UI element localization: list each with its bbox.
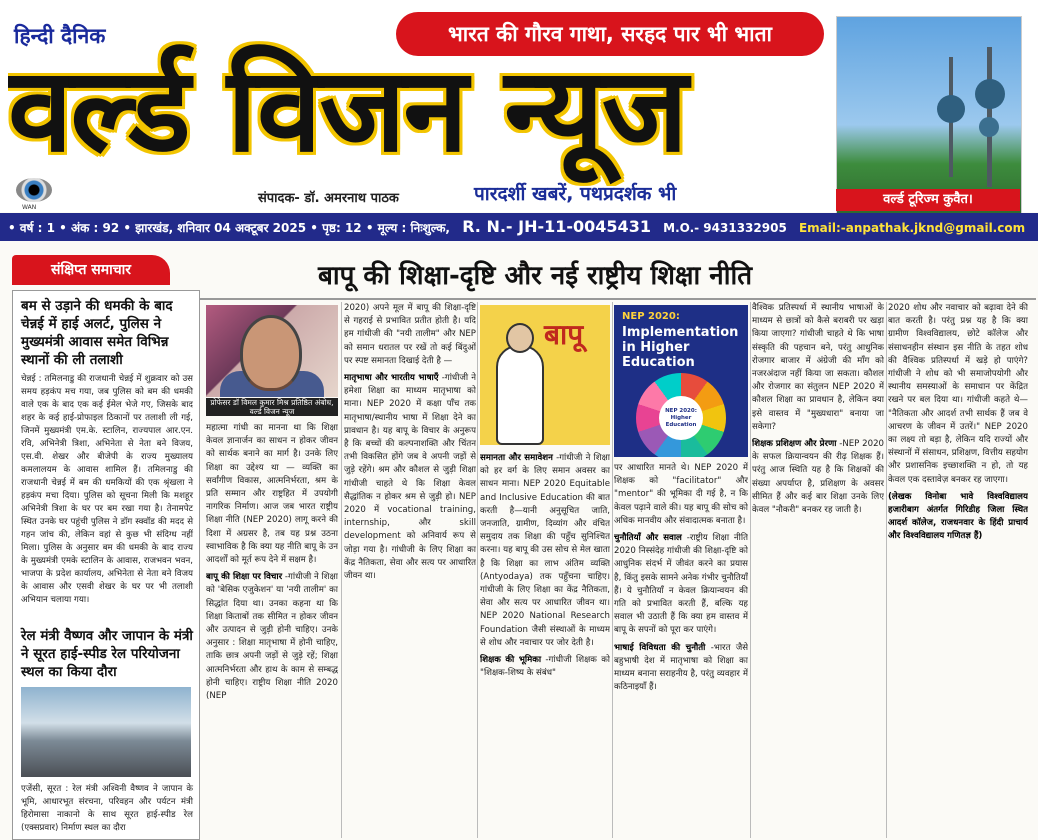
bapu-illustration: [480, 305, 610, 445]
eye-logo-icon: [16, 178, 52, 202]
subheading: शिक्षक की भूमिका: [480, 655, 542, 666]
column-divider: [886, 302, 887, 838]
paragraph: 2020 शोध और नवाचार को बढ़ावा देने की बात करती है। परंतु प्रश्न यह है कि क्या ग्रामीण विश्वविद्यालय, छोटे कॉलेज और संसाधनहीन संस्थान इस नीति के तहत शोध की वैश्विक प्रतिस्पर्धा में खड़े हो पाएंगे? गांधीजी ने शोध को भी समाजोपयोगी और स्थानीय समस्याओं के समाधान पर केंद्रित रखने पर बल दिया था। गांधीजी कहते थे— "नैतिकता और आदर्श तभी सार्थक हैं जब वे आचरण के जीवन में उतरें।" NEP 2020 का लक्ष्य तो बड़ा है, लेकिन यदि राज्यों और संस्थानों में संसाधन, प्रशिक्षण, वित्तीय सहयोग और प्रशासनिक इच्छाशक्ति न हो, तो यह केवल एक दस्तावेज़ बनकर रह जाएगा।: [888, 303, 1028, 485]
subheading: समानता और समावेशन: [480, 453, 553, 463]
author-signature: (लेखक विनोबा भावे विश्वविद्यालय हजारीबाग अंतर्गत गिरिडीह जिला स्थित आदर्श कॉलेज, राजधनवार के हिंदी प्राचार्य और विश्वविद्यालय गणितज्ञ हैं): [888, 491, 1028, 542]
mobile-number: M.O.- 9431332905: [663, 221, 787, 235]
issue-info-bar: [0, 213, 1038, 241]
kuwait-towers-photo: [836, 16, 1022, 214]
gandhi-figure: [496, 345, 544, 445]
photo-caption: वर्ल्ड टूरिज्म कुवैत।: [836, 189, 1020, 211]
news-headline: रेल मंत्री वैष्णव और जापान के मंत्री ने सूरत हाई-स्पीड रेल परियोजना स्थल का किया दौरा: [21, 628, 193, 680]
column-divider: [477, 302, 478, 838]
email-address: Email:-anpathak.jknd@gmail.com: [798, 221, 1026, 235]
brief-news-column: [12, 290, 200, 840]
tower-sphere: [979, 117, 999, 137]
nep-title-small: NEP 2020:: [622, 311, 680, 322]
newspaper-title: वर्ल्ड विजन न्यूज: [8, 43, 686, 178]
author-face: [240, 315, 302, 391]
paragraph: -गांधीजी ने शिक्षा को 'बेसिक एजुकेशन' या 'नयी तालीम' का सिद्धांत दिया था। उनका कहना था कि शिक्षा किताबों तक सीमित न होकर जीवन और उत्पादन से जुड़ी होनी चाहिए। उनके अनुसार : शिक्षा मातृभाषा में होनी चाहिए, ताकि छात्र अपनी जड़ों से जुड़े रहें; शिक्षा आत्मनिर्भरता और हाथ के काम से सम्बद्ध होनी चाहिए। राष्ट्रीय शिक्षा नीति 2020 (NEP: [206, 572, 338, 702]
paragraph: -गांधीजी ने शिक्षा को हर वर्ग के लिए समान अवसर का साधन माना। NEP 2020 Equitable and Inclusive Education की बात करती है—यानी अनुसूचित जाति, जनजाति, ग्रामीण, दिव्यांग और वंचित समुदाय तक शिक्षा की पहुँच सुनिश्चित करना। यह बापू की उस सोच से मेल खाता है कि शिक्षा का लाभ अंतिम व्यक्ति (Antyodaya) तक पहुँचना चाहिए। गांधीजी के लिए शिक्षा का केंद्र नैतिकता, सेवा और सत्य पर आधारित जीवन था। NEP 2020 National Research Foundation जैसी संस्थाओं के माध्यम से शोध और नवाचार पर जोर देती है।: [480, 453, 610, 648]
article-column-2: [344, 302, 476, 838]
nep-center-label: NEP 2020: Higher Education: [659, 396, 703, 440]
nep-graphic: [614, 305, 748, 457]
news-body: एजेंसी, सूरत : रेल मंत्री अश्विनी वैष्णव ने जापान के भूमि, आधारभूत संरचना, परिवहन और पर्यटन मंत्री हिरोमासा नाकानो के साथ सूरत हाई-स्पीड रेल (एक्सप्रवार) निर्माण स्थल का दौरा: [21, 784, 193, 833]
gandhi-head: [506, 323, 534, 353]
tower-sphere: [937, 95, 965, 123]
tagline-banner: भारत की गौरव गाथा, सरहद पार भी भाता: [396, 12, 824, 56]
paragraph: -भारत जैसे बहुभाषी देश में मातृभाषा को शिक्षा का माध्यम बनाना सराहनीय है, परंतु व्यवहार में कठिनाइयाँ हैं।: [614, 642, 748, 693]
nep-title: Implementation in Higher Education: [622, 325, 739, 370]
article-headline: बापू की शिक्षा-दृष्टि और नई राष्ट्रीय शिक्षा नीति: [318, 261, 753, 291]
article-column-4: [614, 462, 748, 838]
brief-news-tab: संक्षिप्त समाचार: [12, 255, 170, 285]
rail-site-photo: [21, 687, 191, 777]
article-column-3: [480, 452, 610, 838]
column-divider: [341, 302, 342, 838]
slogan: पारदर्शी खबरें, पथप्रदर्शक भी: [474, 183, 677, 205]
news-body: चेन्नई : तमिलनाडु की राजधानी चेन्नई में शुक्रवार को उस समय हड़कंप मच गया, जब पुलिस को बम की धमकी वाले एक के बाद एक कई ईमेल भेजे गए, जिसके बाद शहर के कई हाई-प्रोफाइल ठिकानों पर तलाशी ली गई, जिनमें मुख्यमंत्री एम.के. स्टालिन, राज्यपाल आर.एन. रवि, अभिनेत्री त्रिशा, अभिनेता से नेता बने विजय, एस.वी. शेखर और बीजेपी के राज्य मुख्यालय कमलालयम के आवास शामिल हैं। तमिलनाडु की राजधानी चेन्नई में बम की धमकियों की एक श्रृंखला ने हड़कंप मचा दिया। पुलिस को सूचना मिली कि मशहूर अभिनेत्री त्रिशा के घर पर बम रखा गया है। तेनामपेट स्थित उनके घर पहुंची पुलिस ने डॉग स्क्वॉड की मदद से गहन जांच की, लेकिन वहां से कुछ भी संदिग्ध नहीं मिला। पुलिस के अनुसार बम की धमकी के बाद राज्य के मुख्यमंत्री एमके स्टालिन के आवास, राजभवन भवन, भाजपा के प्रदेश कार्यालय, अभिनेता से नेता बने विजय के आवास और एसवी शेखर के घर पर भी तलाशी अभियान चलाया गया।: [21, 374, 193, 605]
paragraph: -राष्ट्रीय शिक्षा नीति 2020 निस्संदेह गांधीजी की शिक्षा-दृष्टि को आधुनिक संदर्भ में जीवंत करने का प्रयास है, किंतु इसके सामने अनेक गंभीर चुनौतियाँ हैं। ये चुनौतियाँ न केवल क्रियान्वयन की गति को प्रभावित करती हैं, बल्कि यह सवाल भी उठाती हैं कि क्या हम वास्तव में बापू के सपनों को पूरा कर पाएंगे।: [614, 533, 748, 636]
paragraph: -गांधीजी ने हमेशा शिक्षा का माध्यम मातृभाषा को माना। NEP 2020 में कक्षा पाँच तक मातृभाषा/स्थानीय भाषा में शिक्षा देने का प्रावधान है। यह बापू के विचार के अनुरूप है कि बच्चों की कल्पनाशक्ति और चिंतन तभी विकसित होंगे जब वे अपनी जड़ों से जुड़े रहेंगे। श्रम और कौशल से जुड़ी शिक्षा गांधीजी चाहते थे कि शिक्षा केवल सैद्धांतिक न होकर श्रम से जुड़ी हो। NEP 2020 में vocational training, internship, और skill development को अनिवार्य रूप से जोड़ा गया है। गांधीजी के लिए शिक्षा का केंद्र नैतिकता, सेवा और सत्य पर आधारित जीवन था।: [344, 373, 476, 582]
author-photo: [206, 305, 338, 397]
paragraph: पर आधारित मानते थे। NEP 2020 में शिक्षक को "facilitator" और "mentor" की भूमिका दी गई है, न कि केवल पढ़ाने वाले की। यह बापू की सोच को अधिक मानवीय और संवादात्मक बनाता है।: [614, 463, 748, 526]
paragraph: -NEP 2020 के सफल क्रियान्वयन की रीढ़ शिक्षक हैं। परंतु आज स्थिति यह है कि शिक्षकों की संख्या अपर्याप्त है, प्रशिक्षण के अवसर सीमित हैं और कई बार शिक्षा उनके लिए केवल "नौकरी" बनकर रह जाती है।: [752, 439, 884, 516]
subheading: चुनौतियाँ और सवाल: [614, 533, 682, 544]
subheading: बापू की शिक्षा पर विचार: [206, 572, 283, 583]
subheading: भाषाई विविधता की चुनौती: [614, 642, 706, 653]
editor-credit: संपादक- डॉ. अमरनाथ पाठक: [258, 191, 399, 206]
hindi-dainik-label: हिन्दी दैनिक: [14, 24, 106, 48]
article-column-6: [888, 302, 1028, 838]
subheading: मातृभाषा और भारतीय भाषाएँ: [344, 373, 439, 384]
paragraph: -गांधीजी शिक्षक को "शिक्षक-शिष्य के संबंध": [480, 655, 610, 679]
column-divider: [750, 302, 751, 838]
paragraph: महात्मा गांधी का मानना था कि शिक्षा केवल ज्ञानार्जन का साधन न होकर जीवन को सार्थक बनाने का मार्ग है। उनके लिए शिक्षा का उद्देश्य था — व्यक्ति का सर्वांगीण विकास, आत्मनिर्भरता, श्रम के प्रति सम्मान और राष्ट्रहित में उपयोगी नागरिक निर्माण। आज जब भारत राष्ट्रीय शिक्षा नीति (NEP 2020) लागू करने की दिशा में अग्रसर है, तब यह प्रश्न उठना स्वाभाविक है कि क्या यह नीति बापू के उन आदर्शों को मूर्त रूप देने में सक्षम है।: [206, 423, 338, 566]
subheading: शिक्षक प्रशिक्षण और प्रेरणा: [752, 439, 837, 450]
bapu-label: बापू: [544, 318, 584, 351]
paragraph: 2020) अपने मूल में बापू की शिक्षा-दृष्टि से गहराई से प्रभावित प्रतीत होती है। यदि हम गांधीजी की "नयी तालीम" और NEP को समान धरातल पर रखें तो कई बिंदुओं पर स्पष्ट समानता दिखाई देती है —: [344, 303, 476, 366]
issue-details: • वर्ष : 1 • अंक : 92 • झारखंड, शनिवार 04 अक्टूबर 2025 • पृष्ठ: 12 • मूल्य : निःशुल्क,: [8, 221, 450, 235]
article-column-5: [752, 302, 884, 838]
registration-number: R. N.- JH-11-0045431: [462, 217, 651, 236]
column-divider: [612, 302, 613, 838]
divider: [200, 298, 1036, 300]
author-caption: प्रोफेसर डॉ विमल कुमार मिश्र प्रतिष्ठित अंबोध, वर्ल्ड विजन न्यूज: [206, 398, 338, 416]
article-column-1: [206, 422, 338, 838]
logo-text: WAN: [22, 204, 37, 211]
tower-sphere: [975, 79, 1005, 109]
news-headline: बम से उड़ाने की धमकी के बाद चेन्नई में हाई अलर्ट, पुलिस ने मुख्यमंत्री आवास समेत विभिन्न स्थानों की ली तलाशी: [21, 298, 173, 368]
paragraph: वैश्विक प्रतिस्पर्धा में स्थानीय भाषाओं के माध्यम से छात्रों को कैसे बराबरी पर खड़ा किया जाएगा? गांधीजी चाहते थे कि भाषा संस्कृति की पहचान बने, परंतु आधुनिक रोजगार बाजार में अंग्रेजी की माँग को नजरअंदाज नहीं किया जा सकता। कौशल और रोजगार का संतुलन NEP 2020 में कौशल शिक्षा का प्रावधान है, लेकिन क्या इसे वास्तव में "मुख्यधारा" बनाया जा सकेगा?: [752, 303, 884, 432]
